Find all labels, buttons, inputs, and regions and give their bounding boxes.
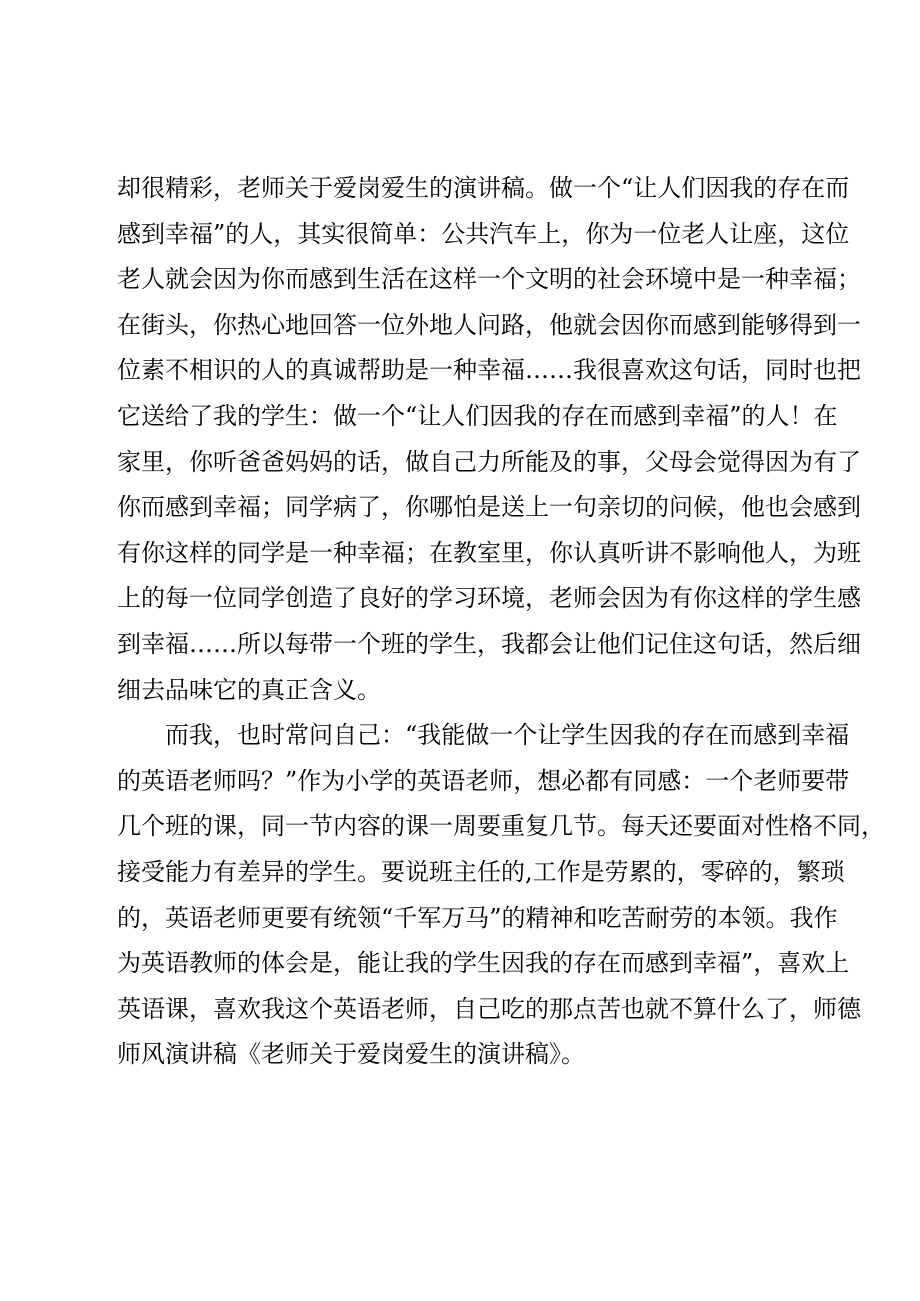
- paragraph-line: 它送给了我的学生：做一个“让人们因我的存在而感到幸福”的人！在: [117, 401, 838, 430]
- document-body: [117, 166, 885, 1078]
- paragraph-line: 而我，也时常问自己：“我能做一个让学生因我的存在而感到幸福: [165, 721, 850, 750]
- paragraph-line: 你而感到幸福；同学病了，你哪怕是送上一句亲切的问候，他也会感到: [117, 493, 861, 522]
- paragraph-1: [117, 166, 861, 713]
- paragraph-line: 的，英语老师更要有统领“千军万马”的精神和吃苦耐劳的本领。我作: [117, 903, 838, 932]
- paragraph-line: 到幸福……所以每带一个班的学生，我都会让他们记住这句话，然后细: [117, 629, 861, 658]
- paragraph-line: 有你这样的同学是一种幸福；在教室里，你认真听讲不影响他人，为班: [117, 538, 861, 567]
- paragraph-line: 上的每一位同学创造了良好的学习环境，老师会因为有你这样的学生感: [117, 584, 861, 613]
- paragraph-2: [117, 713, 885, 1078]
- paragraph-line: 师风演讲稿《老师关于爱岗爱生的演讲稿》。: [117, 1040, 585, 1069]
- paragraph-line: 在街头，你热心地回答一位外地人问路，他就会因你而感到能够得到一: [117, 310, 861, 339]
- paragraph-line: 细去品味它的真正含义。: [117, 675, 381, 704]
- paragraph-line: 却很精彩，老师关于爱岗爱生的演讲稿。做一个“让人们因我的存在而: [117, 174, 850, 202]
- paragraph-line: 感到幸福”的人，其实很简单：公共汽车上，你为一位老人让座，这位: [117, 219, 850, 248]
- paragraph-line: 老人就会因为你而感到生活在这样一个文明的社会环境中是一种幸福；: [117, 265, 861, 294]
- paragraph-line: 几个班的课，同一节内容的课一周要重复几节。每天还要面对性格不同，: [117, 812, 885, 841]
- paragraph-line: 接受能力有差异的学生。要说班主任的,工作是劳累的，零碎的，繁琐: [117, 857, 845, 886]
- paragraph-line: 家里，你听爸爸妈妈的话，做自己力所能及的事，父母会觉得因为有了: [117, 447, 861, 476]
- paragraph-line: 为英语教师的体会是，能让我的学生因我的存在而感到幸福”，喜欢上: [117, 949, 850, 978]
- paragraph-line: 英语课，喜欢我这个英语老师，自己吃的那点苦也就不算什么了，师德: [117, 994, 861, 1023]
- paragraph-line: 的英语老师吗？”作为小学的英语老师，想必都有同感：一个老师要带: [117, 766, 850, 795]
- paragraph-line: 位素不相识的人的真诚帮助是一种幸福……我很喜欢这句话，同时也把: [117, 356, 861, 385]
